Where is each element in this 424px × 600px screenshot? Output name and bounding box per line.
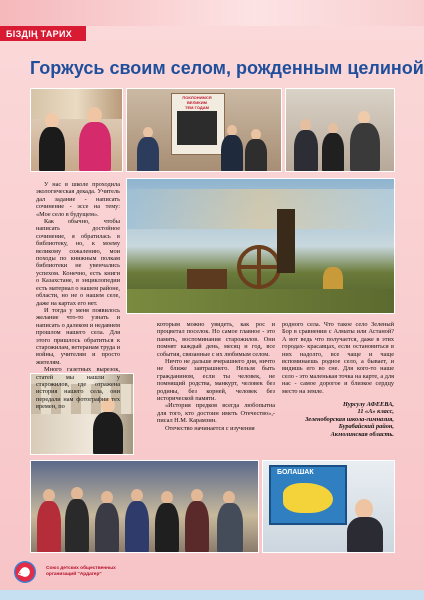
- paragraph: Отечество начинается с изучения: [165, 424, 255, 432]
- headline: Горжусь своим селом, рожденным целиной: [30, 58, 424, 78]
- poster-sign: [175, 95, 219, 110]
- signature-name: Нурсулу АФЕЕВА,: [342, 401, 394, 409]
- column-2: [157, 321, 275, 432]
- paragraph: Ничто не дальше вчерашнего дня, ничто не ближе завтрашнего. Нельзя быть гражданином, если ты человек, не помнящий родства, манкурт, человек без родины, без корней, человек без исторической памяти.: [157, 358, 275, 403]
- paragraph: И тогда у меня появилось желание что-то узнать и написать о далеком и недавнем прошлом нашего села. Для этого пришлось обратиться к старожилам, ветеранам труда и войны, учителям и просто жителям.: [36, 306, 120, 366]
- paragraph: У нас в школе проходила экологическая декада. Учитель дал задание - написать сочинение - эссе на тему: «Мое село в будущем».: [36, 181, 120, 218]
- publisher: [46, 566, 136, 578]
- publisher-line1: Союз детских общественных: [46, 566, 116, 571]
- signature-school: Зеленоборская школа-гимназия,: [305, 415, 394, 423]
- column-1: [36, 181, 120, 411]
- photo-group: [30, 460, 259, 553]
- photo-exhibit: [126, 178, 395, 314]
- bolashak-board: БОЛАШАК: [277, 469, 314, 476]
- poster-sign-line1: ПОКЛОНИМСЯ ВЕЛИКИМ: [182, 95, 212, 105]
- signature-region: Акмолинская область.: [330, 430, 394, 438]
- paragraph: которым можно увидеть, как рос и процветал поселок. Но самое главное - это память, воспоминания старожилов. Они помнят каждый день, месяц и год, все события, связанные с их любимым селом.: [157, 321, 275, 358]
- paragraph: Много газетных вырезок, статей мы нашли у старожилов, где отражена история нашего села, они передали нам фотографии тех времен, по: [36, 366, 120, 411]
- header-band: [0, 0, 424, 26]
- footer-bar: [0, 590, 424, 600]
- signature-district: Бурабайский район,: [338, 423, 394, 431]
- photo-bolashak: [262, 460, 395, 553]
- signature-grade: 11 «А» класс,: [357, 408, 394, 416]
- column-3: [282, 321, 394, 438]
- page-number: 46: [18, 569, 27, 578]
- section-tag: БІЗДІҢ ТАРИХ: [0, 26, 86, 41]
- photo-museum-poster: [126, 88, 282, 172]
- photo-library: [30, 88, 123, 172]
- photo-visitors: [285, 88, 395, 172]
- paragraph: «История предков всегда любопытна для того, кто достоин иметь Отечество»,- писал Н.М. Карамзин.: [157, 402, 275, 425]
- poster-sign-line2: ТЕМ ГОДАМ: [185, 105, 209, 110]
- publisher-line2: организаций "Ардагер": [46, 572, 102, 577]
- paragraph: родного села. Что такое село Зеленый Бор в сравнении с Алматы или Астаной? А вот ведь что получается, даже в этих городах- красавцах, если остановиться в них надолго, все чаще и чаще вспоминаешь родное село, а бывает, и видишь его во сне. Для кого-то наше село - это маленькая точка на карте, а для нас - самое дорогое и близкое сердцу место на земле.: [282, 321, 394, 395]
- paragraph: Как обычно, чтобы написать достойное сочинение, я обратилась в библиотеку, но, к моему великому сожалению, мои походы по книжным полкам библиотеки не увенчались успехом. Конечно, есть книги о Казахстане, в энциклопедии есть материал о нашем районе, области, но не о нашем селе, даже на картах его нет.: [36, 218, 120, 307]
